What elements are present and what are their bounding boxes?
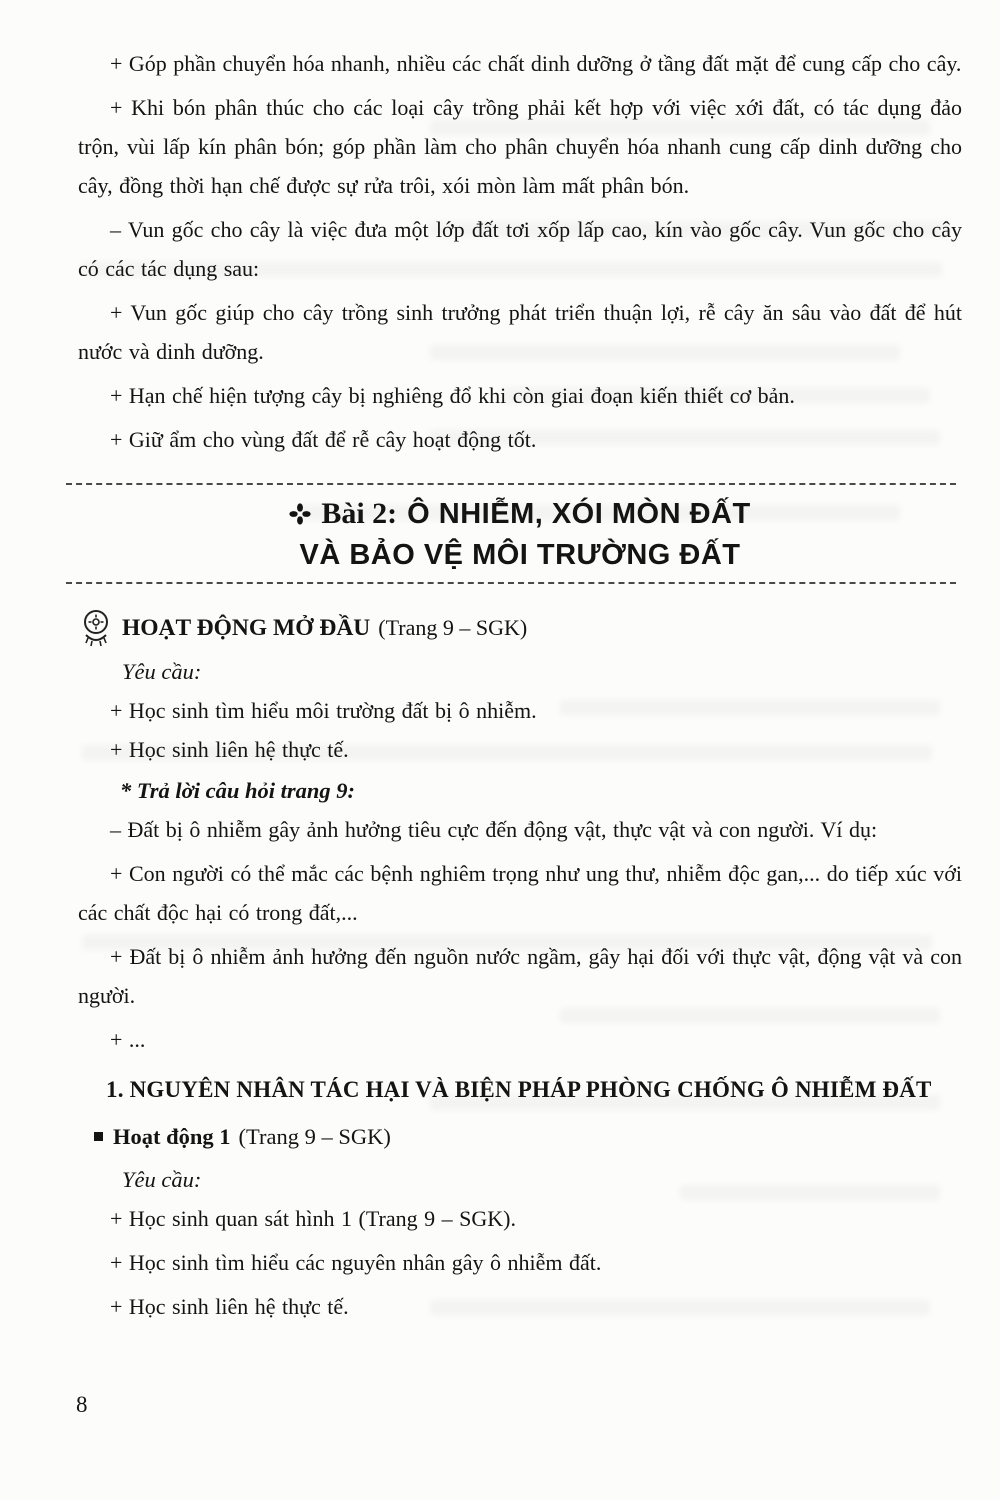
intro-paragraph-3: – Vun gốc cho cây là việc đưa một lớp đất tơi xốp lấp cao, kín vào gốc cây. Vun gốc cho cây có các tác dụng sau: — [78, 217, 962, 281]
opening-requirement-2: + Học sinh liên hệ thực tế. — [110, 737, 349, 762]
opening-requirement-label: Yêu cầu: — [122, 659, 202, 684]
lesson-heading — [78, 497, 962, 572]
intro-paragraph-5: + Hạn chế hiện tượng cây bị nghiêng đổ khi còn giai đoạn kiến thiết cơ bản. — [110, 383, 795, 408]
section-1-requirement-1: + Học sinh quan sát hình 1 (Trang 9 – SGK). — [110, 1206, 516, 1231]
square-bullet-icon — [94, 1132, 103, 1141]
section-1-heading: 1. NGUYÊN NHÂN TÁC HẠI VÀ BIỆN PHÁP PHÒNG CHỐNG Ô NHIỄM ĐẤT — [106, 1077, 932, 1102]
divider-dashed-top — [66, 483, 956, 485]
page-number: 8 — [76, 1392, 88, 1417]
lesson-heading-line1 — [78, 497, 962, 531]
opening-heading-ref: (Trang 9 – SGK) — [378, 615, 528, 640]
opening-activity-heading — [78, 608, 962, 648]
divider-dashed-bottom — [66, 582, 956, 584]
opening-answer-label: * Trả lời câu hỏi trang 9: — [120, 778, 356, 803]
opening-answer-4: + ... — [110, 1027, 146, 1052]
intro-paragraph-4: + Vun gốc giúp cho cây trồng sinh trưởng phát triển thuận lợi, rễ cây ăn sâu vào đất để hút nước và dinh dưỡng. — [78, 300, 962, 364]
intro-paragraph-2: + Khi bón phân thúc cho các loại cây trồng phải kết hợp với việc xới đất, có tác dụng đảo trộn, vùi lấp kín phân bón; góp phần làm cho phân chuyển hóa nhanh cung cấp dinh dưỡng cho cây, đồng thời hạn chế được sự rửa trôi, xói mòn làm mất phân bón. — [78, 95, 962, 198]
section-1-requirement-2: + Học sinh tìm hiểu các nguyên nhân gây ô nhiễm đất. — [110, 1250, 602, 1275]
opening-answer-2: + Con người có thể mắc các bệnh nghiêm trọng như ung thư, nhiễm độc gan,... do tiếp xúc với các chất độc hại có trong đất,... — [78, 861, 962, 925]
opening-heading-text: HOẠT ĐỘNG MỞ ĐẦU — [122, 614, 371, 641]
flower-icon — [289, 503, 311, 525]
opening-requirement-1: + Học sinh tìm hiểu môi trường đất bị ô nhiễm. — [110, 698, 537, 723]
lightbulb-hand-icon — [78, 608, 114, 648]
opening-answer-3: + Đất bị ô nhiễm ảnh hưởng đến nguồn nước ngầm, gây hại đối với thực vật, động vật và con người. — [78, 944, 962, 1008]
lesson-label: Bài 2: — [321, 497, 398, 530]
intro-paragraph-1: + Góp phần chuyển hóa nhanh, nhiều các chất dinh dưỡng ở tầng đất mặt để cung cấp cho cây. — [110, 51, 962, 76]
page-content — [78, 44, 962, 1326]
lesson-title-line1: Ô NHIỄM, XÓI MÒN ĐẤT — [407, 497, 751, 530]
lesson-title-line2: VÀ BẢO VỆ MÔI TRƯỜNG ĐẤT — [299, 539, 741, 571]
section-1-requirement-3: + Học sinh liên hệ thực tế. — [110, 1294, 349, 1319]
intro-paragraph-6: + Giữ ẩm cho vùng đất để rễ cây hoạt động tốt. — [110, 427, 537, 452]
activity-1-heading — [94, 1117, 962, 1156]
activity-1-ref: (Trang 9 – SGK) — [238, 1124, 391, 1149]
activity-1-label: Hoạt động 1 — [113, 1124, 231, 1149]
opening-answer-1: – Đất bị ô nhiễm gây ảnh hưởng tiêu cực đến động vật, thực vật và con người. Ví dụ: — [110, 817, 878, 842]
section-1-requirement-label: Yêu cầu: — [122, 1167, 202, 1192]
